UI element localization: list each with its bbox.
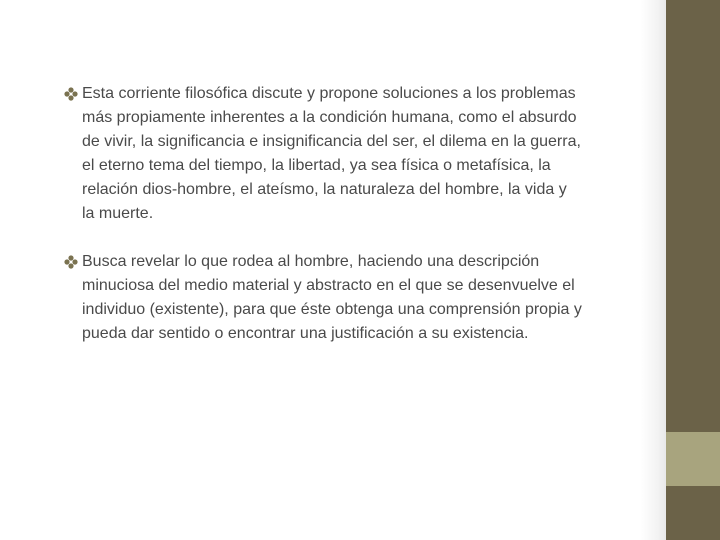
bullet-item-1 — [63, 82, 583, 226]
side-shadow — [640, 0, 666, 540]
side-bar-top — [666, 0, 720, 432]
bullet-text: Busca revelar lo que rodea al hombre, haciendo una descripción minuciosa del medio material y abstracto en el que se desenvuelve el individuo (existente), para que éste obtenga una comprensión propia y pueda dar sentido o encontrar una justificación a su existencia. — [82, 253, 582, 342]
diamond-bullet-icon — [63, 255, 79, 269]
bullet-item-2 — [63, 250, 583, 346]
side-bar-accent — [666, 432, 720, 486]
side-bar-bottom — [666, 486, 720, 540]
bullet-list — [63, 82, 583, 370]
bullet-text: Esta corriente filosófica discute y propone soluciones a los problemas más propiamente inherentes a la condición humana, como el absurdo de vivir, la significancia e insignificancia del ser, el dilema en la guerra, el eterno tema del tiempo, la libertad, ya sea física o metafísica, la relación dios-hombre, el ateísmo, la naturaleza del hombre, la vida y la muerte. — [82, 85, 581, 222]
diamond-bullet-icon — [63, 87, 79, 101]
